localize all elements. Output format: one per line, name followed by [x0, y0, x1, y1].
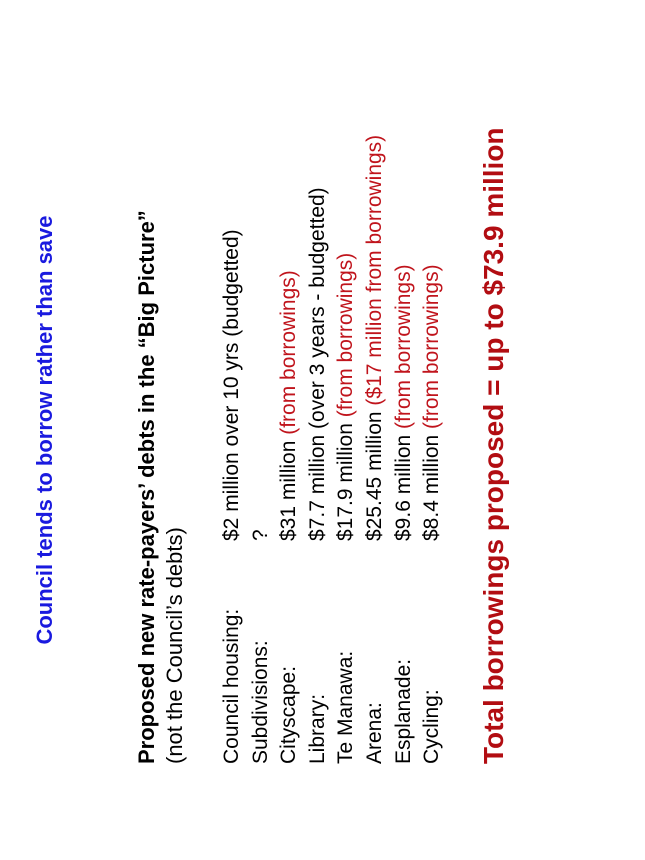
debt-label: Library: [305, 693, 329, 764]
debt-value: $2 million over 10 yrs (budgetted) [220, 229, 243, 541]
debt-label: Te Manawa: [334, 650, 358, 764]
debt-label: Council housing: [220, 608, 243, 764]
total-borrowings: Total borrowings proposed = up to $73.9 million [478, 127, 509, 764]
debt-value: $31 million (from borrowings) [277, 270, 301, 541]
debt-label: Subdivisions: [248, 640, 272, 764]
debt-note: (from borrowings) [334, 252, 358, 418]
debt-value: $17.9 million (from borrowings) [334, 252, 358, 541]
debt-note: (from borrowings) [277, 270, 301, 435]
debt-label: Arena: [362, 702, 386, 764]
debt-note: ($17 million from borrowings) [362, 134, 386, 406]
debt-value: $7.7 million (over 3 years - budgetted) [305, 187, 329, 541]
section-subheading: (not the Council’s debts) [162, 527, 187, 764]
debt-note: (from borrowings) [391, 264, 415, 429]
debt-label: Cityscape: [277, 665, 301, 764]
debt-value: $9.6 million (from borrowings) [391, 264, 415, 541]
slide-title: Council tends to borrow rather than save [32, 215, 57, 645]
debt-value: ? [248, 529, 272, 541]
debt-note: (from borrowings) [420, 264, 444, 429]
debt-value: $25.45 million ($17 million from borrowings) [362, 134, 386, 541]
debt-value: $8.4 million (from borrowings) [420, 264, 444, 541]
debt-label: Cycling: [420, 689, 444, 764]
debt-label: Esplanade: [391, 658, 415, 764]
section-heading: Proposed new rate-payers’ debts in the “Big Picture” [134, 210, 159, 764]
